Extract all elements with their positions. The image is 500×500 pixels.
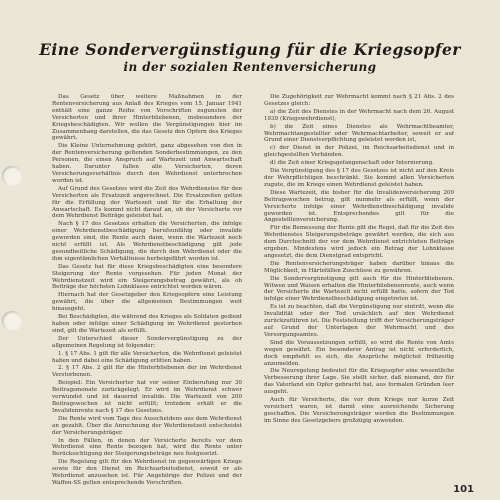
paragraph: Die Vergünstigung des § 17 des Gesetzes ist nicht auf den Kreis der Wehrpflichtigen beschränkt. Sie kommt allen Versicherten zugute, die im Kriege einen Wehrdienst geleistet haben. xyxy=(264,168,454,188)
paragraph: a) die Zeit des Dienstes in der Wehrmacht nach dem 26. August 1939 (Kriegswehrdienst), xyxy=(264,108,454,122)
paragraph: b) die Zeit eines Dienstes als Wehrmachtbeamter, Wehrmachtangestellter oder Wehrmachtarbeiter, soweit er auf Grund einer Dienstverpflichtung geleistet worden ist, xyxy=(264,123,454,144)
paragraph: c) der Dienst in der Polizei, im Reichsarbeitsdienst und in gleichgestellten Verbänden. xyxy=(264,145,454,159)
article-title: Eine Sondervergünstigung für die Kriegsopfer xyxy=(39,40,461,59)
paragraph: Die Neuregelung bedeutet für die Kriegsopfer eine wesentliche Verbesserung ihrer Lage. Sie stellt sicher, daß niemand, der für das Vaterland ein Opfer gebracht hat, aus formalen Gründen leer ausgeht. xyxy=(264,368,454,396)
paragraph: Die Regelung gilt für den Wehrdienst im gegenwärtigen Kriege sowie für den Dienst im Reichsarbeitsdienst, soweit er als Wehrdienst anzusehen ist. Für Angehörige der Polizei und der Waffen-SS gelten entsprechende Vorschriften. xyxy=(52,459,242,486)
paragraph: Für die Bemessung der Rente gilt die Regel, daß für die Zeit des Wehrdienstes Steigerungsbeträge gewährt werden, die sich aus dem Durchschnitt der vor dem Wehrdienst entrichteten Beiträge ergeben. Mindestens wird jedoch ein Betrag der Lohnklasse angesetzt, die dem Dienstgrad entspricht. xyxy=(264,225,454,259)
page-number: 101 xyxy=(453,484,474,495)
paragraph: d) die Zeit einer Kriegsgefangenschaft oder Internierung. xyxy=(270,160,435,167)
paragraph: Hiernach hat der Gesetzgeber den Kriegsopfern eine Leistung gewährt, die über die allgemeinen Bestimmungen weit hinausgeht. xyxy=(52,292,242,313)
punch-hole xyxy=(2,166,22,186)
article-subtitle: in der sozialen Rentenversicherung xyxy=(123,60,377,74)
paragraph: Sind die Voraussetzungen erfüllt, so wird die Rente von Amts wegen gewährt. Ein besonderer Antrag ist nicht erforderlich, doch empfiehlt es sich, die Ansprüche möglichst frühzeitig anzumelden. xyxy=(264,339,454,367)
paragraph: Nach § 17 des Gesetzes erhalten die Versicherten, die infolge einer Wehrdienstbeschädigung berufsunfähig oder invalide geworden sind, die Rente auch dann, wenn die Wartezeit noch nicht erfüllt ist. Als Wehrdienstbeschädigung gilt jede gesundheitliche Schädigung, die durch den Wehrdienst oder die ihm eigentümlichen Verhältnisse herbeigeführt worden ist. xyxy=(52,221,242,262)
paragraph: Auf Grund des Gesetzes wird die Zeit des Wehrdienstes für den Versicherten als Ersatzzeit angerechnet. Die Ersatzzeiten gelten für die Erfüllung der Wartezeit und für die Erhaltung der Anwartschaft. Es kommt nicht darauf an, ob der Versicherte vor dem Wehrdienst Beiträge geleistet hat. xyxy=(52,185,242,220)
paragraph: Die Rente wird vom Tage des Ausscheidens aus dem Wehrdienst an gezahlt. Über die Anrechnung der Wehrdienstzeit entscheidet der Versicherungsträger. xyxy=(52,415,242,436)
paragraph: 2. § 17 Abs. 2 gilt für die Hinterbliebenen der im Wehrdienst Verstorbenen. xyxy=(52,365,242,379)
paragraph: Die Sondervergünstigung gilt auch für die Hinterbliebenen. Witwen und Waisen erhalten die Hinterbliebenenrente, auch wenn der Versicherte die Wartezeit nicht erfüllt hatte, sofern der Tod infolge einer Wehrdienstbeschädigung eingetreten ist. xyxy=(264,275,454,303)
paragraph: Diese Wartezeit, die bisher für die Invalidenversicherung 200 Beitragswochen betrug, gilt nunmehr als erfüllt, wenn der Versicherte infolge einer Wehrdienstbeschädigung invalide geworden ist. Entsprechendes gilt für die Angestelltenversicherung. xyxy=(264,189,454,224)
text-column-left xyxy=(52,94,242,486)
punch-hole xyxy=(2,311,22,331)
paragraph: Auch für Versicherte, die vor dem Kriege nur kurze Zeit versichert waren, ist damit eine ausreichende Sicherung geschaffen. Die Versicherungsträger werden die Bestimmungen im Sinne des Gesetzgebers großzügig anwenden. xyxy=(264,397,454,424)
paragraph: 1. § 17 Abs. 1 gilt für alle Versicherten, die Wehrdienst geleistet haben und dabei eine Schädigung erlitten haben. xyxy=(52,350,242,364)
paragraph: Das Gesetz über weitere Maßnahmen in der Rentenversicherung aus Anlaß des Krieges vom 15. Januar 1941 enthält eine ganze Reihe von Vorschriften zugunsten der Versicherten und ihrer Hinterbliebenen, insbesondere der Kriegsbeschädigten. Wir wollen die Vergünstigungen hier im Zusammenhang darstellen, die das Gesetz den Opfern des Krieges gewährt. xyxy=(52,94,242,142)
paragraph: Bei Beschädigten, die während des Krieges als Soldaten gedient haben oder infolge einer Schädigung im Wehrdienst gestorben sind, gilt die Wartezeit als erfüllt. xyxy=(52,314,242,334)
paragraph: Es ist zu beachten, daß die Vergünstigung nur eintritt, wenn die Invalidität oder der Tod ursächlich auf den Wehrdienst zurückzuführen ist. Die Feststellung trifft der Versicherungsträger auf Grund der Unterlagen der Wehrmacht und des Versorgungsamtes. xyxy=(264,304,454,338)
paragraph: Das Gesetz hat für diese Kriegsbeschädigten eine besondere Steigerung der Rente vorgesehen. Für jeden Monat der Wehrdienstzeit wird ein Steigerungsbetrag gewährt, als ob Beiträge der höchsten Lohnklasse entrichtet worden wären. xyxy=(52,263,242,291)
paragraph: Die Kleine Unternehmung gehört, ganz abgesehen von den in der Rentenversicherung geltenden Sonderbestimmungen, zu den Personen, die einen Anspruch auf Wartezeit und Anwartschaft haben. Darunter fallen alle Versicherten, deren Versicherungsverhältnis durch den Wehrdienst unterbrochen worden ist. xyxy=(52,143,242,184)
text-column-right xyxy=(264,94,454,486)
paragraph: Der Unterschied dieser Sondervergünstigung zu der allgemeinen Regelung ist folgender: xyxy=(52,335,242,349)
paragraph: Die Zugehörigkeit zur Wehrmacht kommt nach § 21 Abs. 2 des Gesetzes gleich: xyxy=(264,94,454,107)
paragraph: Beispiel: Ein Versicherter hat vor seiner Einberufung nur 30 Beitragsmonate zurückgelegt. Er wird im Wehrdienst schwer verwundet und ist dauernd invalide. Die Wartezeit von 200 Beitragswochen ist nicht erfüllt; trotzdem erhält er die Invalidenrente nach § 17 des Gesetzes. xyxy=(52,380,242,414)
paragraph: Die Rentenversicherungsträger haben darüber hinaus die Möglichkeit, in Härtefällen Zuschüsse zu gewähren. xyxy=(264,260,454,274)
paragraph: In den Fällen, in denen der Versicherte bereits vor dem Wehrdienst eine Rente bezogen hat, wird die Rente unter Berücksichtigung der Steigerungsbeträge neu festgesetzt. xyxy=(52,437,242,458)
